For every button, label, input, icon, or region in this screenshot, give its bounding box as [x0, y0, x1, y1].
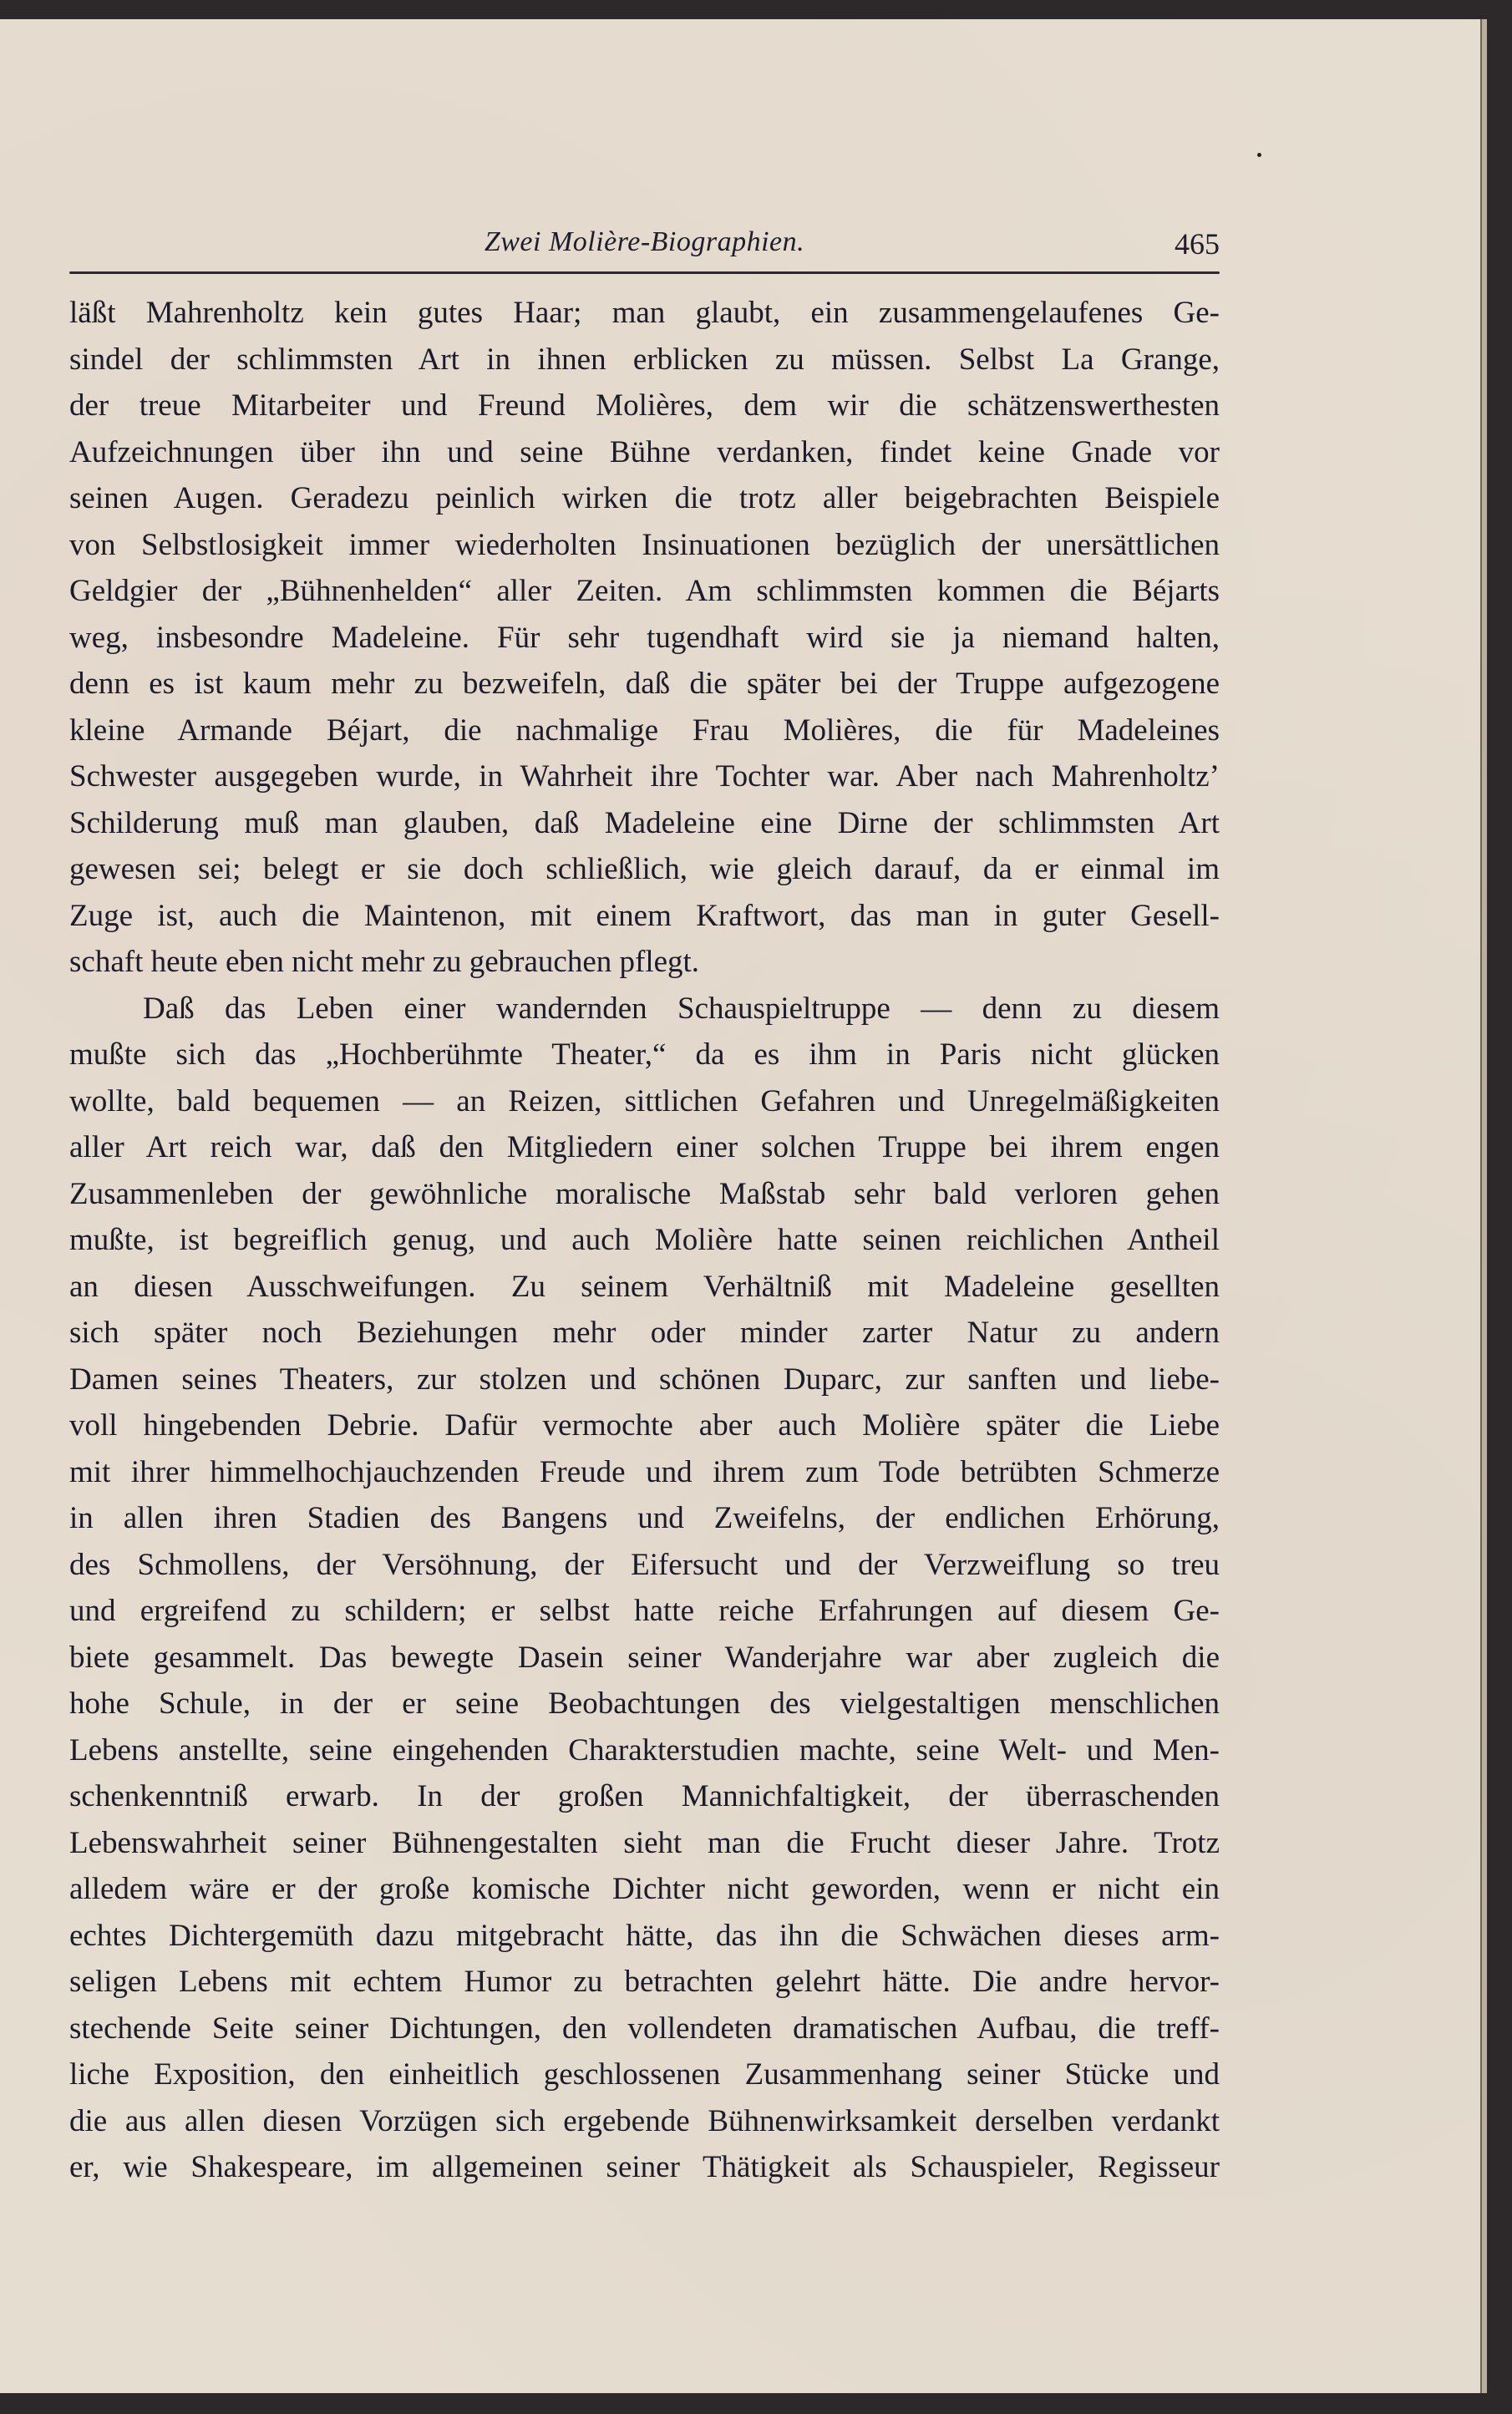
text-line: kleine Armande Béjart, die nachmalige Frau Molières, die für Madeleines [69, 713, 1220, 748]
text-line: alledem wäre er der große komische Dichter nicht geworden, wenn er nicht ein [69, 1872, 1220, 1906]
text-line: denn es ist kaum mehr zu bezweifeln, daß die später bei der Truppe aufgezogene [69, 667, 1220, 701]
text-line: wollte, bald bequemen — an Reizen, sittlichen Gefahren und Unregelmäßigkeiten [69, 1083, 1220, 1118]
text-line: sindel der schlimmsten Art in ihnen erblicken zu müssen. Selbst La Grange, [69, 342, 1220, 377]
text-line: des Schmollens, der Versöhnung, der Eifersucht und der Verzweiflung so treu [69, 1547, 1220, 1582]
text-line: an diesen Ausschweifungen. Zu seinem Verhältniß mit Madeleine gesellten [69, 1269, 1220, 1304]
page-number: 465 [1175, 227, 1220, 261]
text-line: biete gesammelt. Das bewegte Dasein seiner Wanderjahre war aber zugleich die [69, 1640, 1220, 1675]
text-line: seligen Lebens mit echtem Humor zu betrachten gelehrt hätte. Die andre hervor- [69, 1965, 1220, 1999]
text-line: gewesen sei; belegt er sie doch schließlich, wie gleich darauf, da er einmal im [69, 852, 1220, 886]
text-line: voll hingebenden Debrie. Dafür vermochte aber auch Molière später die Liebe [69, 1408, 1220, 1443]
book-page [0, 19, 1487, 2393]
text-line: seinen Augen. Geradezu peinlich wirken die trotz aller beigebrachten Beispiele [69, 481, 1220, 515]
body-text [69, 292, 1220, 2193]
text-line: und ergreifend zu schildern; er selbst hatte reiche Erfahrungen auf diesem Ge- [69, 1594, 1220, 1628]
text-line: Lebens anstellte, seine eingehenden Charakterstudien machte, seine Welt- und Men- [69, 1732, 1220, 1767]
text-line: läßt Mahrenholtz kein gutes Haar; man glaubt, ein zusammengelaufenes Ge- [69, 296, 1220, 330]
running-title: Zwei Molière-Biographien. [484, 226, 805, 257]
text-line: Damen seines Theaters, zur stolzen und schönen Duparc, zur sanften und liebe- [69, 1362, 1220, 1397]
text-line: Zusammenleben der gewöhnliche moralische Maßstab sehr bald verloren gehen [69, 1176, 1220, 1211]
text-line: aller Art reich war, daß den Mitgliedern einer solchen Truppe bei ihrem engen [69, 1130, 1220, 1164]
text-line: Geldgier der „Bühnenhelden“ aller Zeiten. Am schlimmsten kommen die Béjarts [69, 574, 1220, 608]
text-line: schaft heute eben nicht mehr zu gebrauchen pflegt. [69, 945, 700, 979]
text-line: hohe Schule, in der er seine Beobachtungen des vielgestaltigen menschlichen [69, 1686, 1220, 1721]
text-line: mußte, ist begreiflich genug, und auch Molière hatte seinen reichlichen Antheil [69, 1223, 1220, 1257]
text-line: mit ihrer himmelhochjauchzenden Freude und ihrem zum Tode betrübten Schmerze [69, 1454, 1220, 1489]
text-line: Lebenswahrheit seiner Bühnengestalten sieht man die Frucht dieser Jahre. Trotz [69, 1825, 1220, 1860]
page-header [69, 226, 1220, 268]
text-line: mußte sich das „Hochberühmte Theater,“ da es ihm in Paris nicht glücken [69, 1037, 1220, 1072]
text-line: sich später noch Beziehungen mehr oder minder zarter Natur zu andern [69, 1316, 1220, 1350]
text-line: er, wie Shakespeare, im allgemeinen seiner Thätigkeit als Schauspieler, Regisseur [69, 2150, 1220, 2184]
text-line: schenkenntniß erwarb. In der großen Mannichfaltigkeit, der überraschenden [69, 1779, 1220, 1813]
header-rule [69, 271, 1220, 274]
text-line: Schwester ausgegeben wurde, in Wahrheit ihre Tochter war. Aber nach Mahrenholtz’ [69, 759, 1220, 794]
text-line: Aufzeichnungen über ihn und seine Bühne verdanken, findet keine Gnade vor [69, 434, 1220, 469]
text-line: Daß das Leben einer wandernden Schauspieltruppe — denn zu diesem [143, 991, 1220, 1026]
text-line: die aus allen diesen Vorzügen sich ergebende Bühnenwirksamkeit derselben verdankt [69, 2103, 1220, 2138]
text-line: echtes Dichtergemüth dazu mitgebracht hätte, das ihn die Schwächen dieses arm- [69, 1918, 1220, 1953]
text-line: weg, insbesondre Madeleine. Für sehr tugendhaft wird sie ja niemand halten, [69, 620, 1220, 655]
text-line: stechende Seite seiner Dichtungen, den vollendeten dramatischen Aufbau, die treff- [69, 2011, 1220, 2046]
paper-speck [1257, 153, 1261, 157]
text-line: Schilderung muß man glauben, daß Madeleine eine Dirne der schlimmsten Art [69, 805, 1220, 840]
text-line: liche Exposition, den einheitlich geschlossenen Zusammenhang seiner Stücke und [69, 2057, 1220, 2092]
text-line: in allen ihren Stadien des Bangens und Zweifelns, der endlichen Erhörung, [69, 1501, 1220, 1535]
text-line: Zuge ist, auch die Maintenon, mit einem Kraftwort, das man in guter Gesell- [69, 898, 1220, 933]
text-line: der treue Mitarbeiter und Freund Molières, dem wir die schätzenswerthesten [69, 388, 1220, 423]
text-line: von Selbstlosigkeit immer wiederholten Insinuationen bezüglich der unersättlichen [69, 527, 1220, 562]
